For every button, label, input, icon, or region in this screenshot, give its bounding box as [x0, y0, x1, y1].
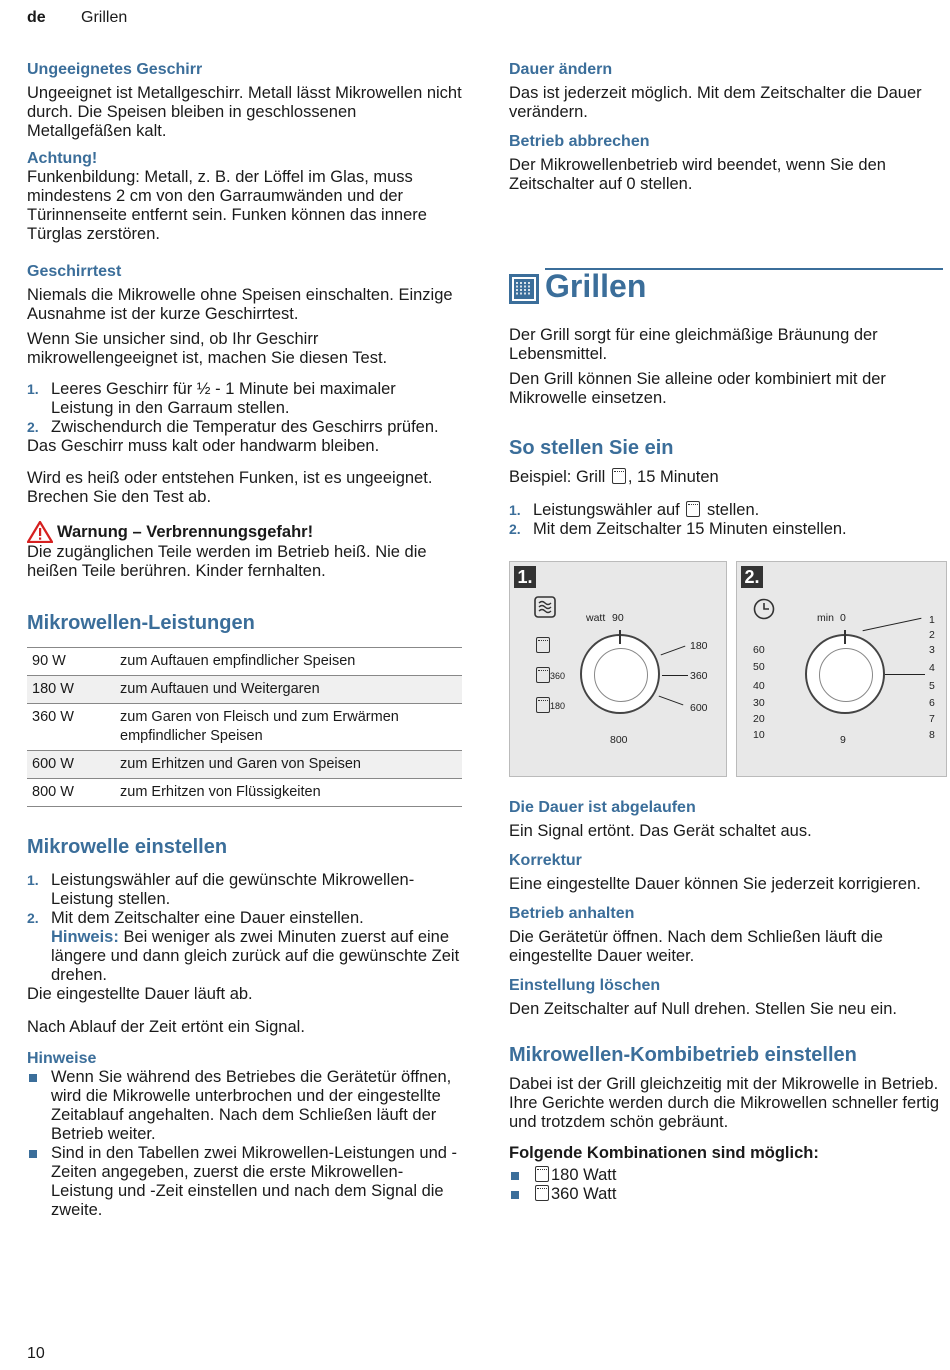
figure-number: 2. — [741, 566, 763, 588]
power-desc: zum Auftauen und Weitergaren — [115, 676, 462, 704]
step-number: 1. — [509, 502, 521, 518]
timer-mark: 6 — [929, 697, 935, 709]
dial-tick-line — [659, 696, 684, 706]
table-row — [27, 648, 462, 676]
test-step — [27, 380, 462, 418]
timer-mark: 5 — [929, 680, 935, 692]
dial-tick-line — [863, 618, 922, 631]
dial-inner-ring — [819, 648, 873, 702]
power-selector-figure — [509, 561, 727, 777]
cancel-text: Der Mikrowellenbetrieb wird beendet, wenn Sie den Zeitschalter auf 0 stellen. — [509, 156, 886, 193]
left-column — [27, 60, 462, 1220]
pause-title: Betrieb anhalten — [509, 905, 635, 922]
power-desc: zum Auftauen empfindlicher Speisen — [115, 648, 462, 676]
table-row — [27, 704, 462, 751]
pause-section — [509, 904, 945, 966]
test-title: Geschirrtest — [27, 263, 122, 280]
bullet-square-icon — [29, 1074, 37, 1082]
hint-text: Bei weniger als zwei Minuten zuerst auf eine längere und dann gleich zurück auf die gewünschte Zeit drehen. — [51, 928, 460, 984]
grill-symbol-icon — [535, 1166, 549, 1182]
timer-mark: 50 — [753, 661, 765, 673]
combo-text: 360 Watt — [551, 1185, 617, 1203]
warning-triangle-icon — [27, 521, 53, 543]
dial-tick-line — [662, 675, 688, 676]
grill-icon — [509, 274, 539, 304]
table-row — [27, 676, 462, 704]
set-step — [27, 871, 462, 909]
timer-mark: 4 — [929, 662, 935, 674]
step-text: Zwischendurch die Temperatur des Geschirrs prüfen. — [51, 418, 439, 436]
step-number: 2. — [27, 910, 39, 926]
dial-mark-600: 600 — [690, 702, 708, 714]
timer-mark: 7 — [929, 713, 935, 725]
dial-tick-line — [885, 674, 925, 675]
dial-mark-bottom: 800 — [610, 734, 628, 746]
warning-title: Warnung – Verbrennungsgefahr! — [57, 522, 314, 541]
right-column — [509, 60, 945, 206]
step-text-end: stellen. — [706, 501, 760, 519]
grill-section — [509, 268, 943, 304]
howto-steps — [509, 501, 945, 539]
header-section-title: Grillen — [81, 9, 128, 26]
expired-text: Ein Signal ertönt. Das Gerät schaltet aus. — [509, 822, 812, 840]
combos-title: Folgende Kombinationen sind möglich: — [509, 1144, 819, 1162]
timer-mark-top: 0 — [840, 612, 846, 624]
bullet-square-icon — [511, 1172, 519, 1180]
list-item — [27, 1068, 462, 1144]
timer-mark: 60 — [753, 644, 765, 656]
correct-text: Eine eingestellte Dauer können Sie jederzeit korrigieren. — [509, 875, 921, 893]
warning-section — [27, 521, 462, 581]
timer-mark-bottom: 9 — [840, 734, 846, 746]
grill-title: Grillen — [545, 268, 647, 304]
howto-step — [509, 520, 945, 539]
delete-section — [509, 976, 945, 1019]
howto-title: So stellen Sie ein — [509, 437, 674, 459]
pause-text: Die Gerätetür öffnen. Nach dem Schließen läuft die eingestellte Dauer weiter. — [509, 928, 883, 965]
test-steps — [27, 380, 462, 437]
grill-symbol-icon — [535, 1185, 549, 1201]
power-title: Mikrowellen-Leistungen — [27, 612, 255, 634]
language-code: de — [27, 9, 46, 26]
set-step — [27, 909, 462, 985]
table-row — [27, 779, 462, 807]
set-title: Mikrowelle einstellen — [27, 836, 228, 858]
bullet-square-icon — [511, 1191, 519, 1199]
watt-label: watt — [586, 612, 606, 624]
expired-section — [509, 798, 945, 841]
list-item — [509, 1185, 945, 1204]
min-label: min — [817, 612, 834, 624]
dial-pointer — [619, 630, 621, 644]
step-number: 1. — [27, 381, 39, 397]
grill-rule — [545, 268, 943, 270]
timer-mark: 10 — [753, 729, 765, 741]
dial-inner-ring — [594, 648, 648, 702]
combi-mark-360: 360 — [550, 671, 566, 681]
power-value: 600 W — [27, 751, 115, 779]
grill-body — [509, 326, 945, 539]
combi-text: Dabei ist der Grill gleichzeitig mit der Mikrowelle in Betrieb. Ihre Gerichte werden durch die Mikrowellen schneller fertig und trotzdem schön gebräunt. — [509, 1075, 940, 1131]
step-number: 2. — [27, 419, 39, 435]
power-desc: zum Erhitzen und Garen von Speisen — [115, 751, 462, 779]
power-dial[interactable] — [580, 634, 660, 714]
test-step — [27, 418, 462, 437]
step-number: 2. — [509, 521, 521, 537]
note-text: Wenn Sie während des Betriebes die Gerätetür öffnen, wird die Mikrowelle unterbrochen und der eingestellte Zeitablauf angehalten. Nach dem Schließen läuft der Betrieb weiter. — [51, 1068, 452, 1143]
figure-number: 1. — [514, 566, 536, 588]
step-text: Leistungswähler auf — [533, 501, 680, 519]
dial-mark-top: 90 — [612, 612, 624, 624]
dial-pointer — [844, 630, 846, 644]
timer-mark: 2 — [929, 629, 935, 641]
unsuitable-title: Ungeeignetes Geschirr — [27, 61, 203, 78]
list-item — [509, 1166, 945, 1185]
caution-section — [27, 149, 462, 244]
notes-list — [27, 1068, 462, 1220]
change-section — [509, 60, 945, 122]
grill-symbol-icon — [536, 667, 550, 683]
example-a: Beispiel: Grill — [509, 468, 606, 486]
grill-symbol-icon — [686, 501, 700, 517]
grill-symbol-icon — [536, 697, 550, 713]
delete-text: Den Zeitschalter auf Null drehen. Stellen Sie neu ein. — [509, 1000, 897, 1018]
combi-mark-180: 180 — [550, 701, 566, 711]
signal-text: Nach Ablauf der Zeit ertönt ein Signal. — [27, 1018, 305, 1036]
power-value: 180 W — [27, 676, 115, 704]
timer-mark: 8 — [929, 729, 935, 741]
power-value: 360 W — [27, 704, 115, 751]
timer-dial[interactable] — [805, 634, 885, 714]
test-p2: Wenn Sie unsicher sind, ob Ihr Geschirr mikrowellengeeignet ist, machen Sie diesen Test. — [27, 330, 388, 367]
unsuitable-section — [27, 60, 462, 141]
step-text: Leistungswähler auf die gewünschte Mikrowellen-Leistung stellen. — [51, 871, 415, 908]
timer-mark: 30 — [753, 697, 765, 709]
test-section — [27, 262, 462, 507]
clock-icon — [753, 598, 775, 620]
right-lower-body — [509, 798, 945, 1204]
expired-title: Die Dauer ist abgelaufen — [509, 799, 696, 816]
power-value: 800 W — [27, 779, 115, 807]
correct-title: Korrektur — [509, 852, 582, 869]
hint-label: Hinweis: — [51, 928, 119, 946]
test-p1: Niemals die Mikrowelle ohne Speisen einschalten. Einzige Ausnahme ist der kurze Geschirrtest. — [27, 286, 453, 323]
step-text: Mit dem Zeitschalter 15 Minuten einstellen. — [533, 520, 847, 538]
combos-list — [509, 1166, 945, 1204]
correct-section — [509, 851, 945, 894]
notes-title: Hinweise — [27, 1050, 97, 1067]
timer-mark: 3 — [929, 644, 935, 656]
power-value: 90 W — [27, 648, 115, 676]
combi-title: Mikrowellen-Kombibetrieb einstellen — [509, 1044, 857, 1066]
grill-p2: Den Grill können Sie alleine oder kombiniert mit der Mikrowelle einsetzen. — [509, 370, 886, 407]
dial-mark-180: 180 — [690, 640, 708, 652]
dial-tick-line — [661, 646, 686, 656]
microwave-waves-icon — [534, 596, 556, 618]
runs-text: Die eingestellte Dauer läuft ab. — [27, 985, 253, 1003]
step-text: Mit dem Zeitschalter eine Dauer einstellen. — [51, 909, 364, 927]
dial-mark-360: 360 — [690, 670, 708, 682]
step-text: Leeres Geschirr für ½ - 1 Minute bei maximaler Leistung in den Garraum stellen. — [51, 380, 396, 417]
change-title: Dauer ändern — [509, 61, 613, 78]
timer-mark: 20 — [753, 713, 765, 725]
cancel-title: Betrieb abbrechen — [509, 133, 650, 150]
grill-heading — [509, 268, 943, 304]
example-b: , 15 Minuten — [627, 468, 719, 486]
grill-symbol-icon — [612, 468, 626, 484]
test-after: Das Geschirr muss kalt oder handwarm bleiben. — [27, 437, 380, 455]
caution-text: Funkenbildung: Metall, z. B. der Löffel im Glas, muss mindestens 2 cm von den Garraumwänden und der Türinnenseite entfernt sein. Funken können das innere Türglas zerstören. — [27, 168, 427, 243]
example-line — [509, 468, 945, 487]
page-number: 10 — [27, 1345, 45, 1362]
howto-step — [509, 501, 945, 520]
set-steps — [27, 871, 462, 985]
list-item — [27, 1144, 462, 1220]
cancel-section — [509, 132, 945, 194]
note-text: Sind in den Tabellen zwei Mikrowellen-Leistungen und -Zeiten angegeben, zuerst die erste Mikrowellen-Leistung und -Zeit einstellen und nach dem Signal die zweite. — [51, 1144, 458, 1219]
grill-symbol-icon — [536, 637, 550, 653]
combo-text: 180 Watt — [551, 1166, 617, 1184]
warning-text: Die zugänglichen Teile werden im Betrieb heiß. Nie die heißen Teile berühren. Kinder fernhalten. — [27, 543, 427, 580]
bullet-square-icon — [29, 1150, 37, 1158]
unsuitable-text: Ungeeignet ist Metallgeschirr. Metall lässt Mikrowellen nicht durch. Die Speisen bleiben in geschlossenen Metallgefäßen kalt. — [27, 84, 462, 140]
grill-p1: Der Grill sorgt für eine gleichmäßige Bräunung der Lebensmittel. — [509, 326, 878, 363]
timer-figure — [736, 561, 947, 777]
warning-heading — [27, 521, 462, 543]
power-table — [27, 647, 462, 807]
timer-mark: 40 — [753, 680, 765, 692]
power-desc: zum Erhitzen von Flüssigkeiten — [115, 779, 462, 807]
delete-title: Einstellung löschen — [509, 977, 661, 994]
timer-mark: 1 — [929, 614, 935, 626]
caution-title: Achtung! — [27, 150, 98, 167]
table-row — [27, 751, 462, 779]
step-number: 1. — [27, 872, 39, 888]
test-p3: Wird es heiß oder entstehen Funken, ist es ungeeignet. Brechen Sie den Test ab. — [27, 469, 433, 506]
change-text: Das ist jederzeit möglich. Mit dem Zeitschalter die Dauer verändern. — [509, 84, 922, 121]
power-desc: zum Garen von Fleisch und zum Erwärmen empfindlicher Speisen — [115, 704, 462, 751]
